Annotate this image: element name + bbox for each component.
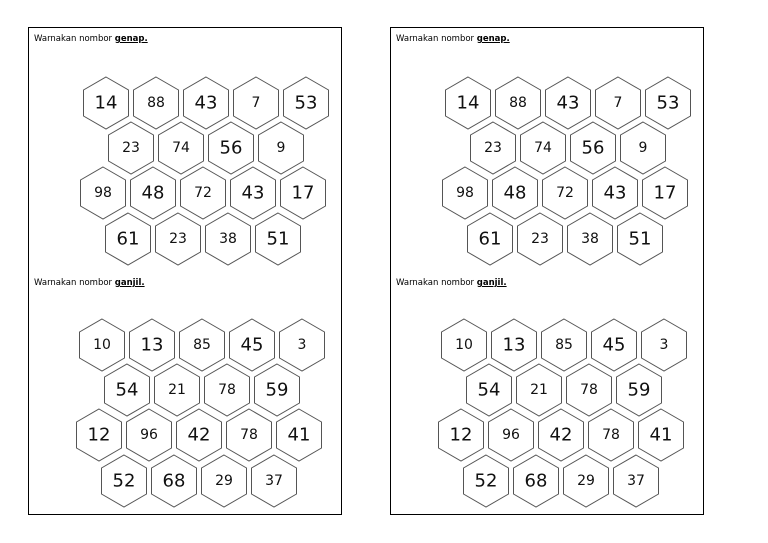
hexagon-cell[interactable] (152, 455, 197, 507)
hexagon-number: 43 (603, 182, 627, 204)
hexagon-cell[interactable] (205, 364, 250, 416)
instruction-keyword: genap. (476, 34, 510, 44)
hexagon-number: 23 (169, 231, 187, 247)
hexagon-number: 59 (627, 379, 651, 401)
hexagon-cell[interactable] (102, 455, 147, 507)
hexagon-number: 43 (194, 92, 218, 114)
hex-grid-odd (391, 28, 705, 516)
instruction-keyword: ganjil. (114, 278, 145, 288)
worksheet-left (28, 27, 342, 515)
hexagon-cell[interactable] (180, 319, 225, 371)
hexagon-number: 3 (659, 337, 669, 353)
hexagon-number: 29 (577, 473, 595, 489)
hexagon-cell[interactable] (517, 364, 562, 416)
hexagon-number: 38 (581, 231, 599, 247)
hexagon-cell[interactable] (589, 409, 634, 461)
hexagon-number: 53 (294, 92, 318, 114)
hexagon-number: 72 (556, 185, 574, 201)
hexagon-cell[interactable] (155, 364, 200, 416)
hexagon-number: 10 (93, 337, 111, 353)
hexagon-number: 74 (534, 140, 552, 156)
hexagon-number: 61 (116, 228, 140, 250)
hexagon-number: 23 (531, 231, 549, 247)
hexagon-number: 51 (628, 228, 652, 250)
hexagon-number: 85 (555, 337, 573, 353)
hexagon-number: 78 (240, 427, 258, 443)
hexagon-number: 78 (602, 427, 620, 443)
instruction-keyword: ganjil. (476, 278, 507, 288)
hexagon-number: 7 (613, 95, 623, 111)
hexagon-number: 59 (265, 379, 289, 401)
hexagon-cell[interactable] (614, 455, 659, 507)
hexagon-number: 43 (556, 92, 580, 114)
hexagon-cell[interactable] (177, 409, 222, 461)
hexagon-number: 51 (266, 228, 290, 250)
hexagon-number: 41 (287, 424, 311, 446)
hexagon-cell[interactable] (230, 319, 275, 371)
hexagon-number: 68 (162, 470, 186, 492)
hexagon-number: 12 (87, 424, 111, 446)
hexagon-number: 12 (449, 424, 473, 446)
hexagon-cell[interactable] (439, 409, 484, 461)
hexagon-number: 96 (502, 427, 520, 443)
hexagon-cell[interactable] (80, 319, 125, 371)
hexagon-number: 14 (456, 92, 480, 114)
hexagon-number: 45 (240, 334, 264, 356)
hexagon-cell[interactable] (277, 409, 322, 461)
hexagon-cell[interactable] (567, 364, 612, 416)
hexagon-number: 7 (251, 95, 261, 111)
hexagon-number: 21 (530, 382, 548, 398)
hexagon-cell[interactable] (514, 455, 559, 507)
hexagon-number: 23 (122, 140, 140, 156)
instruction-text: Warnakan nombor (396, 34, 477, 44)
worksheet-right (390, 27, 704, 515)
hexagon-number: 37 (627, 473, 645, 489)
hexagon-cell[interactable] (542, 319, 587, 371)
hexagon-cell[interactable] (467, 364, 512, 416)
hexagon-number: 98 (94, 185, 112, 201)
hexagon-number: 98 (456, 185, 474, 201)
hexagon-number: 17 (291, 182, 315, 204)
hexagon-number: 61 (478, 228, 502, 250)
hexagon-number: 9 (276, 140, 286, 156)
hexagon-cell[interactable] (464, 455, 509, 507)
hexagon-cell[interactable] (202, 455, 247, 507)
hexagon-number: 43 (241, 182, 265, 204)
hexagon-cell[interactable] (442, 319, 487, 371)
instruction-text: Warnakan nombor (396, 278, 477, 288)
hexagon-number: 10 (455, 337, 473, 353)
hexagon-number: 48 (503, 182, 527, 204)
hexagon-number: 42 (187, 424, 211, 446)
hexagon-cell[interactable] (592, 319, 637, 371)
hexagon-number: 52 (112, 470, 136, 492)
hexagon-cell[interactable] (539, 409, 584, 461)
hexagon-cell[interactable] (127, 409, 172, 461)
hexagon-number: 41 (649, 424, 673, 446)
hexagon-cell[interactable] (255, 364, 300, 416)
hexagon-number: 29 (215, 473, 233, 489)
hexagon-number: 54 (477, 379, 501, 401)
hexagon-number: 56 (219, 137, 243, 159)
hexagon-number: 17 (653, 182, 677, 204)
hexagon-number: 68 (524, 470, 548, 492)
hexagon-cell[interactable] (130, 319, 175, 371)
hexagon-number: 85 (193, 337, 211, 353)
hexagon-cell[interactable] (280, 319, 325, 371)
hex-grid-odd (29, 28, 343, 516)
hexagon-number: 53 (656, 92, 680, 114)
hexagon-number: 56 (581, 137, 605, 159)
hexagon-number: 38 (219, 231, 237, 247)
hexagon-number: 78 (218, 382, 236, 398)
hexagon-number: 9 (638, 140, 648, 156)
hexagon-number: 74 (172, 140, 190, 156)
hexagon-number: 14 (94, 92, 118, 114)
hexagon-cell[interactable] (639, 409, 684, 461)
instruction-keyword: genap. (114, 34, 148, 44)
hexagon-number: 21 (168, 382, 186, 398)
instruction-text: Warnakan nombor (34, 278, 115, 288)
hexagon-cell[interactable] (489, 409, 534, 461)
hexagon-number: 52 (474, 470, 498, 492)
instruction-text: Warnakan nombor (34, 34, 115, 44)
hexagon-number: 37 (265, 473, 283, 489)
hexagon-number: 48 (141, 182, 165, 204)
hexagon-number: 42 (549, 424, 573, 446)
hexagon-number: 13 (140, 334, 164, 356)
hexagon-cell[interactable] (105, 364, 150, 416)
hexagon-number: 78 (580, 382, 598, 398)
hexagon-number: 54 (115, 379, 139, 401)
hexagon-number: 3 (297, 337, 307, 353)
hexagon-number: 23 (484, 140, 502, 156)
hexagon-cell[interactable] (642, 319, 687, 371)
hexagon-number: 72 (194, 185, 212, 201)
hexagon-number: 88 (147, 95, 165, 111)
hexagon-cell[interactable] (227, 409, 272, 461)
hexagon-cell[interactable] (617, 364, 662, 416)
hexagon-number: 13 (502, 334, 526, 356)
hexagon-cell[interactable] (77, 409, 122, 461)
hexagon-cell[interactable] (252, 455, 297, 507)
hexagon-number: 88 (509, 95, 527, 111)
hexagon-cell[interactable] (492, 319, 537, 371)
hexagon-cell[interactable] (564, 455, 609, 507)
hexagon-number: 45 (602, 334, 626, 356)
hexagon-number: 96 (140, 427, 158, 443)
